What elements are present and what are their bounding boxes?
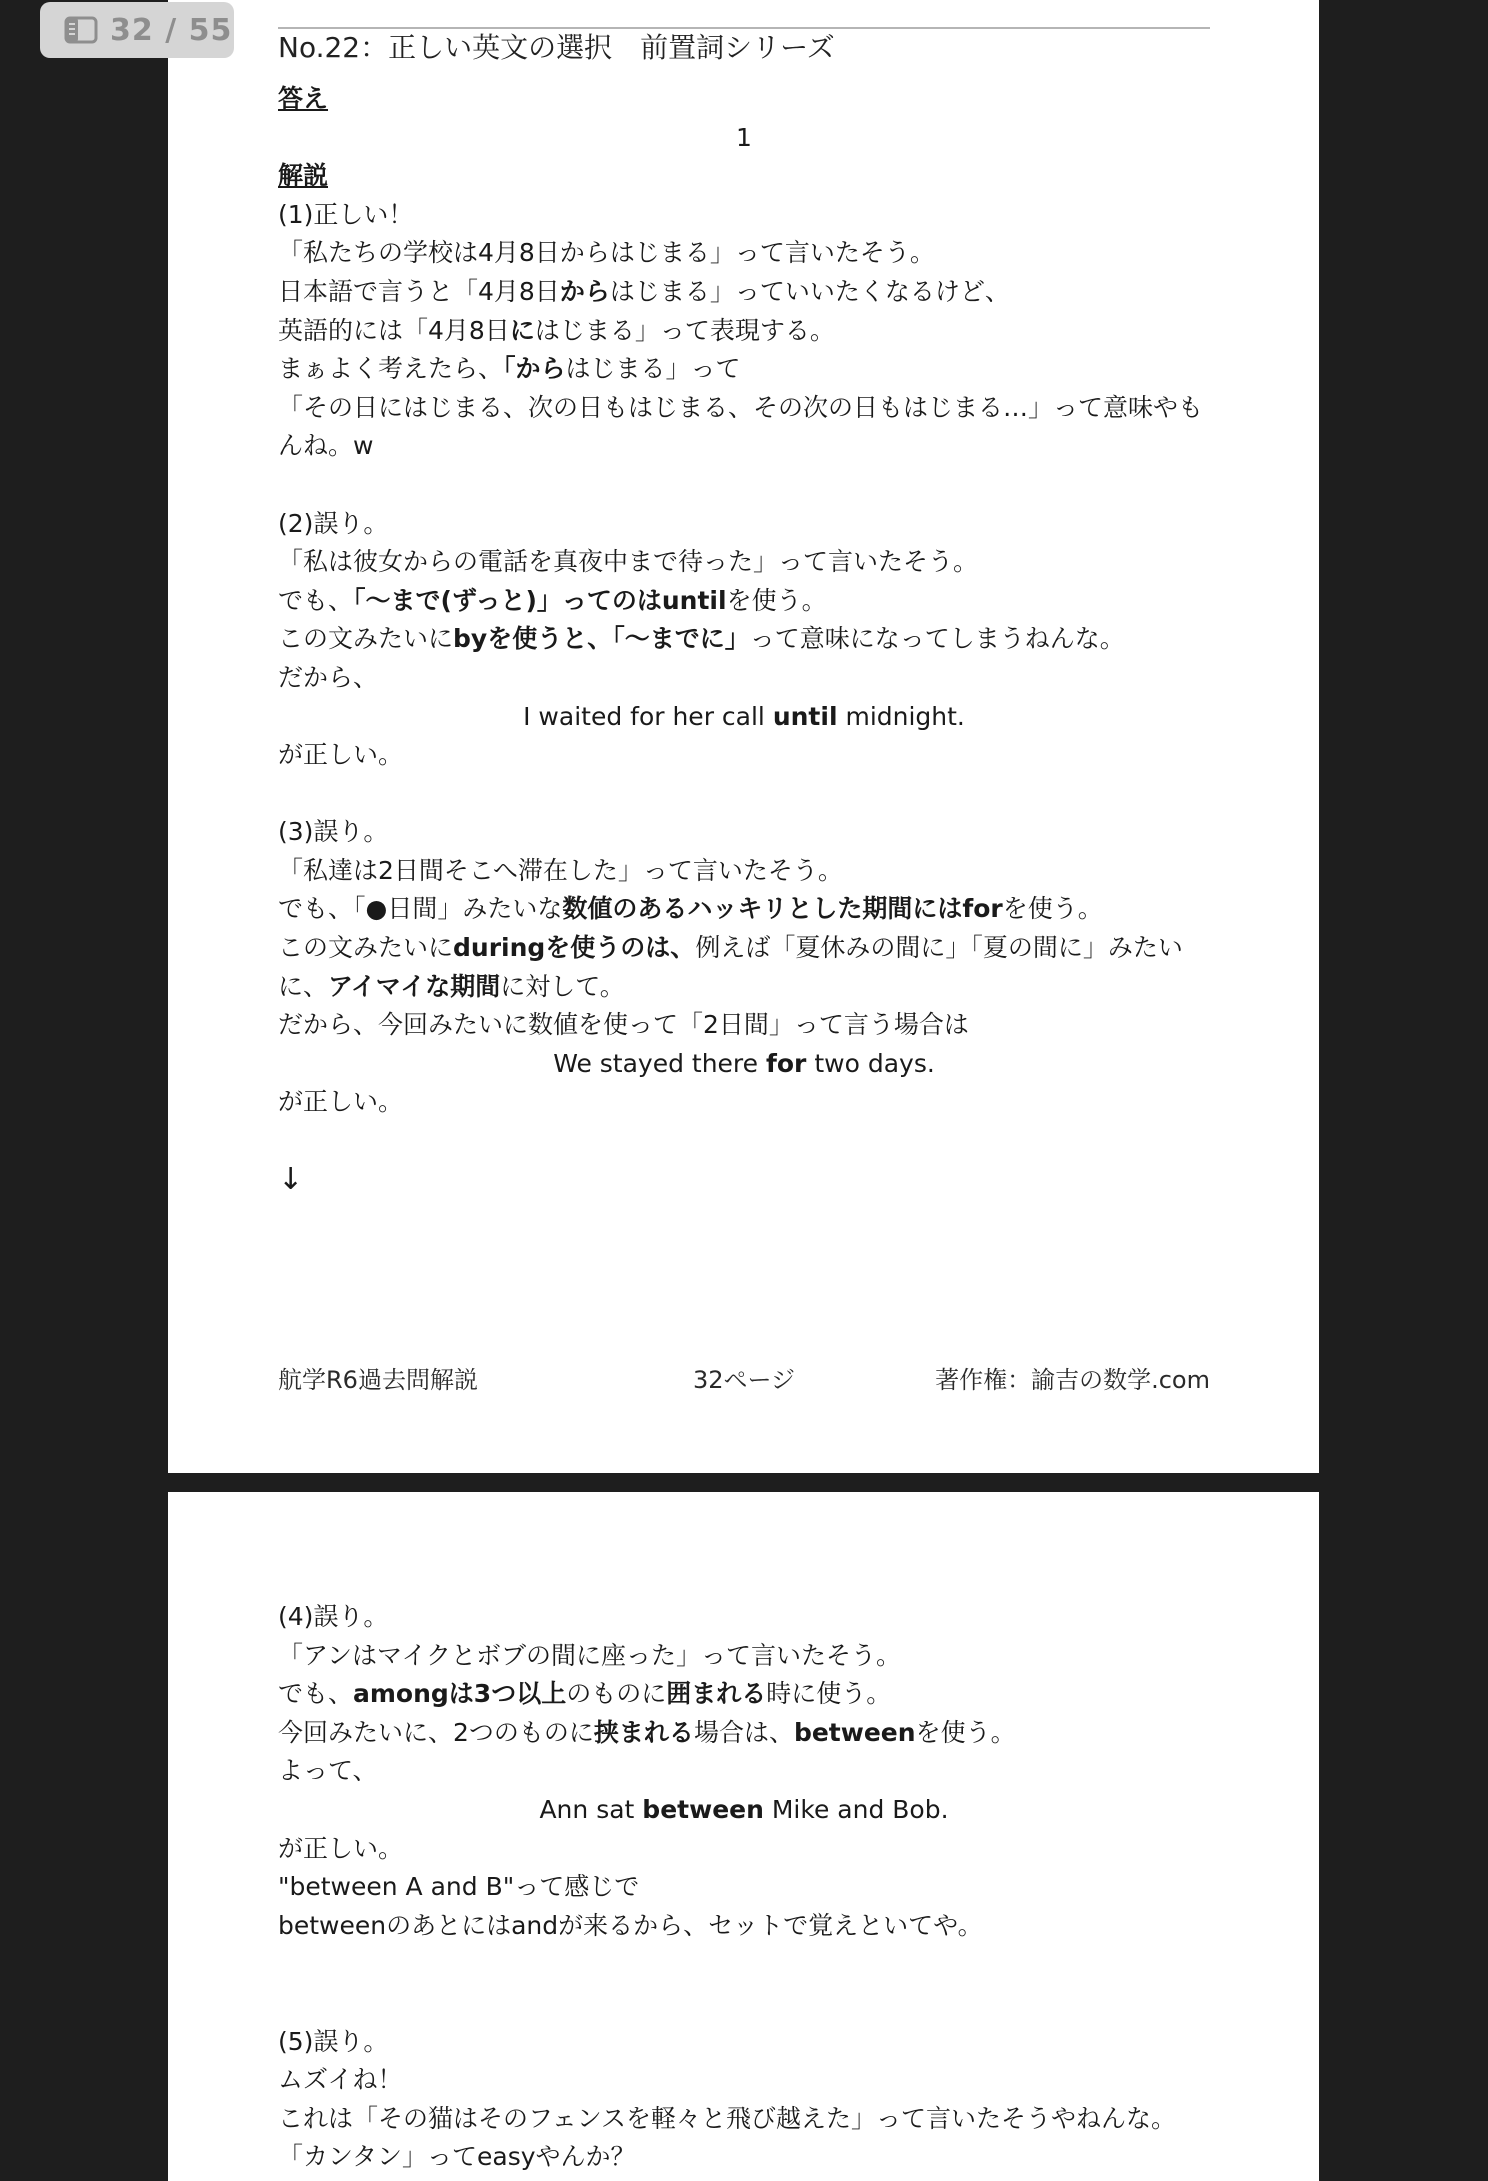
text-line: "between A and B"って感じで: [278, 1872, 640, 1902]
section-4-heading: (4)誤り。: [278, 1602, 389, 1631]
text-line: が正しい。: [278, 740, 404, 770]
text-line: 「私は彼女からの電話を真夜中まで待った」って言いたそう。: [278, 547, 979, 577]
text-line: 「私達は2日間そこへ滞在した」って言いたそう。: [278, 855, 843, 885]
text-line: でも、「〜まで(ずっと)」ってのはuntilを使う。: [278, 585, 827, 615]
text-line: 「私たちの学校は4月8日からはじまる」って言いたそう。: [278, 238, 935, 268]
text-line: これは「その猫はそのフェンスを軽々と飛び越えた」って言いたそうやねんな。: [278, 2103, 1177, 2133]
text-line: でも、amongは3つ以上のものに囲まれる時に使う。: [278, 1679, 892, 1709]
section-1-heading: (1)正しい！: [278, 199, 414, 229]
footer-left: 航学R6過去問解説: [278, 1366, 478, 1394]
text-line: 今回みたいに、2つのものに挟まれる場合は、betweenを使う。: [278, 1717, 1016, 1747]
page-indicator[interactable]: [40, 2, 234, 58]
text-line: だから、今回みたいに数値を使って「2日間」って言う場合は: [278, 1010, 969, 1040]
text-line: 「その日にはじまる、次の日もはじまる、その次の日もはじまる…」って意味やも: [278, 392, 1204, 422]
footer-copyright: 著作権：諭吉の数学.com: [935, 1366, 1210, 1394]
example-sentence: I waited for her call until midnight.: [523, 701, 965, 731]
text-line: 「アンはマイクとボブの間に座った」って言いたそう。: [278, 1640, 902, 1670]
text-line: んね。w: [278, 431, 374, 461]
page-header-title: No.22：正しい英文の選択 前置詞シリーズ: [278, 31, 835, 64]
document-page-32: [168, 0, 1319, 1473]
example-sentence: We stayed there for two days.: [553, 1048, 935, 1078]
explanation-heading: 解説: [278, 161, 329, 191]
text-line: よって、: [278, 1756, 378, 1786]
section-2-heading: (2)誤り。: [278, 508, 389, 538]
answer-value: 1: [736, 122, 752, 152]
footer-page-number: 32ページ: [692, 1366, 796, 1394]
page-body: [278, 80, 1210, 1199]
text-line: この文みたいにduringを使うのは、例えば「夏休みの間に」「夏の間に」みたい: [278, 933, 1183, 963]
text-line: ムズイね！: [278, 2065, 403, 2095]
document-page-33: [168, 1492, 1319, 2181]
page-footer: [278, 1360, 1210, 1400]
sidebar-toggle-icon[interactable]: [64, 16, 100, 44]
text-line: 日本語で言うと「4月8日からはじまる」っていいたくなるけど、: [278, 276, 1010, 306]
text-line: 英語的には「4月8日にはじまる」って表現する。: [278, 315, 835, 345]
text-line: この文みたいにbyを使うと、「〜までに」って意味になってしまうねんな。: [278, 624, 1125, 654]
answer-heading: 答え: [278, 84, 329, 113]
down-arrow-icon: ↓: [278, 1161, 304, 1197]
text-line: まぁよく考えたら、「からはじまる」って: [278, 354, 741, 384]
text-line: が正しい。: [278, 1087, 404, 1117]
text-line: に、アイマイな期間に対して。: [278, 971, 625, 1001]
text-line: 「カンタン」ってeasyやんか？: [278, 2142, 636, 2172]
text-line: betweenのあとにはandが来るから、セットで覚えといてや。: [278, 1910, 983, 1940]
text-line: だから、: [278, 662, 379, 692]
example-sentence: Ann sat between Mike and Bob.: [539, 1794, 949, 1824]
text-line: が正しい。: [278, 1833, 404, 1863]
text-line: でも、「●日間」みたいな数値のあるハッキリとした期間にはforを使う。: [278, 894, 1103, 924]
section-3-heading: (3)誤り。: [278, 817, 389, 847]
page-count: 32 / 55: [110, 12, 233, 48]
section-5-heading: (5)誤り。: [278, 2026, 389, 2056]
page-body: [278, 1598, 1210, 2177]
